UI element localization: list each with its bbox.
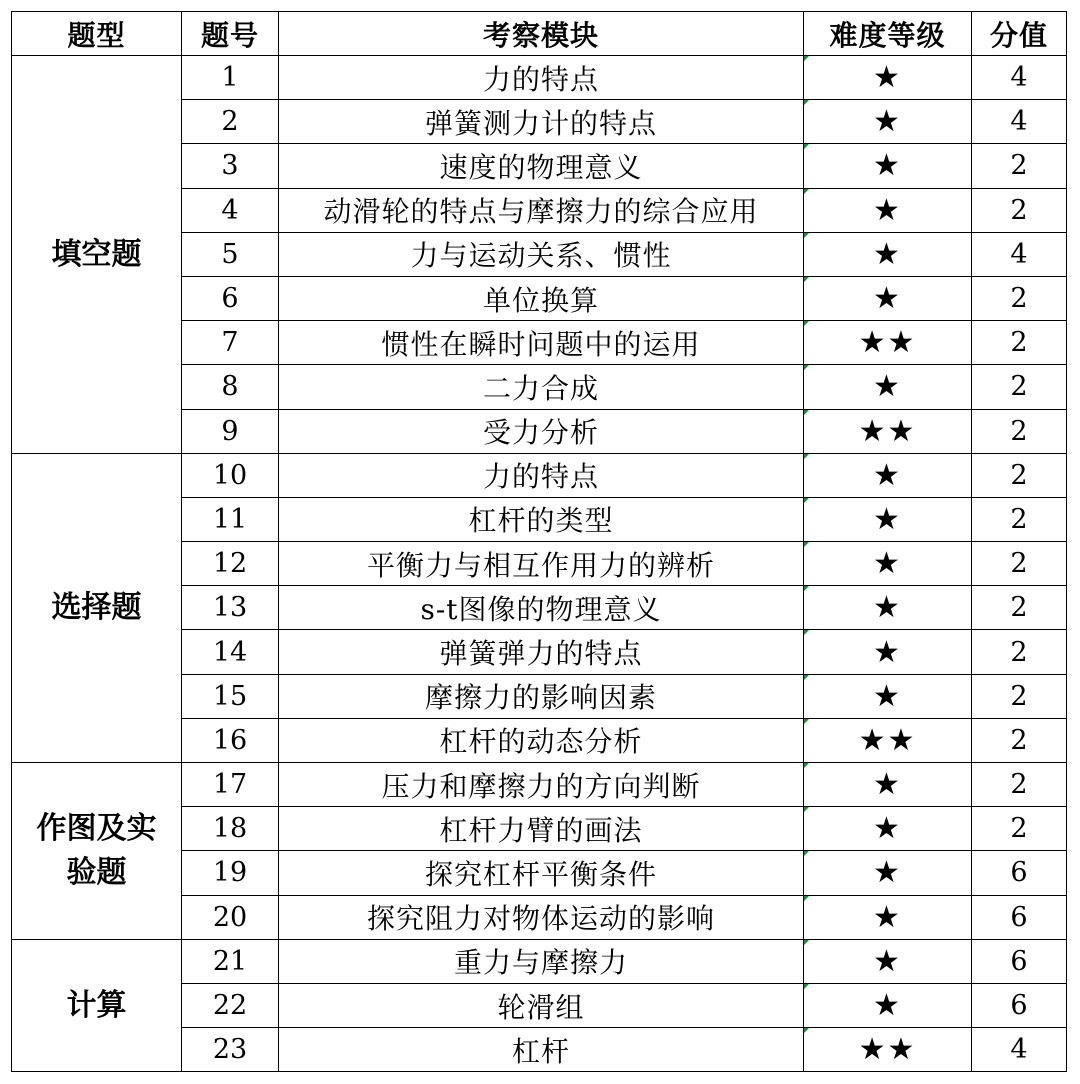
- module-cell: 受力分析: [279, 409, 804, 453]
- difficulty-stars-cell: ★: [804, 276, 972, 320]
- module-cell: 轮滑组: [279, 983, 804, 1027]
- score-cell: 6: [972, 983, 1067, 1027]
- score-cell: 2: [972, 276, 1067, 320]
- question-number-cell: 3: [182, 144, 279, 188]
- module-cell: 惯性在瞬时问题中的运用: [279, 321, 804, 365]
- difficulty-stars-cell: ★: [804, 100, 972, 144]
- question-number-cell: 17: [182, 763, 279, 807]
- header-question-type: 题型: [12, 12, 182, 56]
- question-number-cell: 19: [182, 851, 279, 895]
- question-number-cell: 15: [182, 674, 279, 718]
- difficulty-stars-cell: ★★: [804, 718, 972, 762]
- score-cell: 2: [972, 497, 1067, 541]
- score-cell: 2: [972, 188, 1067, 232]
- module-cell: 摩擦力的影响因素: [279, 674, 804, 718]
- score-cell: 2: [972, 807, 1067, 851]
- difficulty-stars-cell: ★: [804, 188, 972, 232]
- module-cell: 单位换算: [279, 276, 804, 320]
- exam-analysis-table: [11, 11, 1067, 1072]
- header-question-number: 题号: [182, 12, 279, 56]
- difficulty-stars-cell: ★: [804, 365, 972, 409]
- question-number-cell: 20: [182, 895, 279, 939]
- question-number-cell: 13: [182, 586, 279, 630]
- question-number-cell: 16: [182, 718, 279, 762]
- module-cell: 杠杆力臂的画法: [279, 807, 804, 851]
- difficulty-stars-cell: ★: [804, 939, 972, 983]
- question-number-cell: 22: [182, 983, 279, 1027]
- score-cell: 2: [972, 718, 1067, 762]
- score-cell: 4: [972, 1028, 1067, 1072]
- module-cell: 压力和摩擦力的方向判断: [279, 763, 804, 807]
- score-cell: 2: [972, 630, 1067, 674]
- difficulty-stars-cell: ★★: [804, 409, 972, 453]
- difficulty-stars-cell: ★: [804, 542, 972, 586]
- exam-table-container: [11, 11, 1067, 1072]
- module-cell: 力的特点: [279, 453, 804, 497]
- table-body: [12, 56, 1067, 1072]
- question-number-cell: 7: [182, 321, 279, 365]
- difficulty-stars-cell: ★: [804, 630, 972, 674]
- score-cell: 2: [972, 321, 1067, 365]
- table-row: [12, 939, 1067, 983]
- module-cell: 探究阻力对物体运动的影响: [279, 895, 804, 939]
- difficulty-stars-cell: ★: [804, 232, 972, 276]
- difficulty-stars-cell: ★: [804, 586, 972, 630]
- question-type-cell: 填空题: [12, 56, 182, 454]
- module-cell: 力与运动关系、惯性: [279, 232, 804, 276]
- header-module: 考察模块: [279, 12, 804, 56]
- header-score: 分值: [972, 12, 1067, 56]
- module-cell: 力的特点: [279, 56, 804, 100]
- score-cell: 2: [972, 542, 1067, 586]
- question-number-cell: 9: [182, 409, 279, 453]
- difficulty-stars-cell: ★: [804, 674, 972, 718]
- difficulty-stars-cell: ★: [804, 763, 972, 807]
- module-cell: 杠杆的类型: [279, 497, 804, 541]
- score-cell: 2: [972, 453, 1067, 497]
- module-cell: 杠杆的动态分析: [279, 718, 804, 762]
- module-cell: 重力与摩擦力: [279, 939, 804, 983]
- module-cell: 探究杠杆平衡条件: [279, 851, 804, 895]
- difficulty-stars-cell: ★: [804, 453, 972, 497]
- score-cell: 6: [972, 939, 1067, 983]
- question-number-cell: 21: [182, 939, 279, 983]
- question-type-cell: 选择题: [12, 453, 182, 762]
- question-number-cell: 18: [182, 807, 279, 851]
- score-cell: 2: [972, 144, 1067, 188]
- question-number-cell: 11: [182, 497, 279, 541]
- table-row: [12, 763, 1067, 807]
- question-number-cell: 4: [182, 188, 279, 232]
- module-cell: s-t图像的物理意义: [279, 586, 804, 630]
- header-difficulty: 难度等级: [804, 12, 972, 56]
- question-number-cell: 2: [182, 100, 279, 144]
- score-cell: 2: [972, 365, 1067, 409]
- difficulty-stars-cell: ★: [804, 851, 972, 895]
- difficulty-stars-cell: ★: [804, 56, 972, 100]
- question-number-cell: 23: [182, 1028, 279, 1072]
- question-number-cell: 12: [182, 542, 279, 586]
- module-cell: 平衡力与相互作用力的辨析: [279, 542, 804, 586]
- header-row: [12, 12, 1067, 56]
- question-number-cell: 10: [182, 453, 279, 497]
- score-cell: 2: [972, 586, 1067, 630]
- table-row: [12, 453, 1067, 497]
- difficulty-stars-cell: ★: [804, 144, 972, 188]
- difficulty-stars-cell: ★: [804, 497, 972, 541]
- module-cell: 二力合成: [279, 365, 804, 409]
- table-row: [12, 56, 1067, 100]
- table-header: [12, 12, 1067, 56]
- question-number-cell: 8: [182, 365, 279, 409]
- module-cell: 速度的物理意义: [279, 144, 804, 188]
- score-cell: 2: [972, 409, 1067, 453]
- module-cell: 弹簧弹力的特点: [279, 630, 804, 674]
- difficulty-stars-cell: ★: [804, 807, 972, 851]
- score-cell: 2: [972, 763, 1067, 807]
- score-cell: 2: [972, 674, 1067, 718]
- question-number-cell: 5: [182, 232, 279, 276]
- score-cell: 6: [972, 895, 1067, 939]
- question-number-cell: 6: [182, 276, 279, 320]
- difficulty-stars-cell: ★: [804, 895, 972, 939]
- difficulty-stars-cell: ★: [804, 983, 972, 1027]
- score-cell: 4: [972, 56, 1067, 100]
- difficulty-stars-cell: ★★: [804, 1028, 972, 1072]
- score-cell: 4: [972, 100, 1067, 144]
- score-cell: 4: [972, 232, 1067, 276]
- difficulty-stars-cell: ★★: [804, 321, 972, 365]
- module-cell: 杠杆: [279, 1028, 804, 1072]
- module-cell: 弹簧测力计的特点: [279, 100, 804, 144]
- module-cell: 动滑轮的特点与摩擦力的综合应用: [279, 188, 804, 232]
- question-number-cell: 14: [182, 630, 279, 674]
- question-type-cell: 作图及实验题: [12, 763, 182, 940]
- question-type-cell: 计算: [12, 939, 182, 1072]
- question-number-cell: 1: [182, 56, 279, 100]
- score-cell: 6: [972, 851, 1067, 895]
